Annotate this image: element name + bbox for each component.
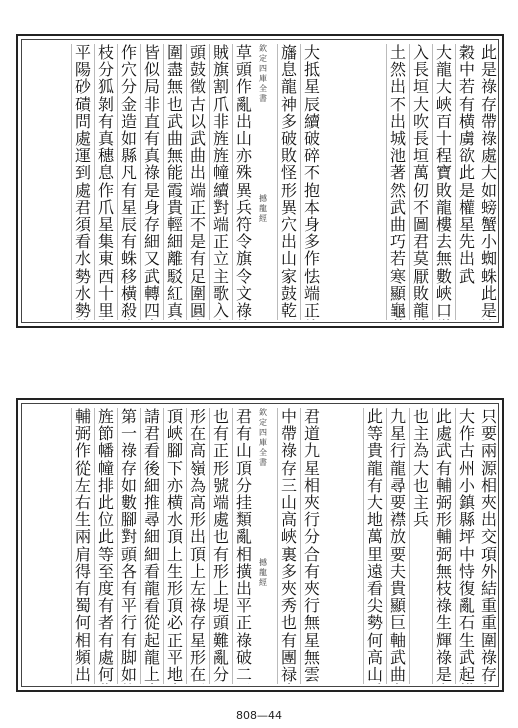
text-column: 枝分狐剝有真穗息作爪星集東西十里	[94, 44, 117, 320]
fold-sheet-label: 撼龍經	[259, 558, 267, 587]
text-column: 旌節幡幢排此位此等至度有者有處何	[94, 408, 117, 684]
text-column: 君有山頂分挂類亂相撗出平正祿破二	[232, 408, 255, 684]
fold-margin	[258, 408, 268, 684]
text-column: 草頭作亂出山亦殊異兵符令旗令文祿	[232, 44, 255, 320]
text-column: 大抵星辰續破碎不抱本身多作怯端正	[300, 44, 323, 320]
text-column: 穀中若有横虜欲此是權星先出武	[455, 44, 478, 320]
text-column: 圍盡無也武曲無能霞貴輕細離駁紅真	[163, 44, 186, 320]
text-column: 中帶祿存三山高峽裏多夾秀也有團禄	[277, 408, 300, 684]
text-column: 只要兩源相夾出交項外結重重圍祿存	[480, 408, 497, 684]
fold-sheet-label: 撼龍經	[259, 194, 267, 223]
page-number: 808—44	[236, 709, 282, 722]
text-column: 也有正形號端處也有形上堤頭難亂分	[209, 408, 232, 684]
fold-margin	[258, 44, 268, 320]
text-column: 第一祿存如數腳對頭各有平行有脚如	[117, 408, 140, 684]
text-column: 此等貴龍有大地萬里遠看尖勢何高山	[363, 408, 386, 684]
text-column: 輔弼作從左右生兩肩得有蜀何相頻出	[71, 408, 94, 684]
bottom-page	[0, 364, 518, 728]
text-column: 旛息龍神多破敗怪形異穴出山家鼓乾	[277, 44, 300, 320]
text-column: 頭鼓徵古以武曲出端正不是有足圍圓	[186, 44, 209, 320]
text-column: 賊旗割爪非旌旌幢續對端正立主歌入	[209, 44, 232, 320]
text-column: 入長垣大吹長垣萬仞不圖君莫厭敗龍	[409, 44, 432, 320]
text-column: 作穴分金造如縣凡有星辰有蛛移橫殺	[117, 44, 140, 320]
fold-title: 欽定四庫全書	[259, 44, 267, 103]
text-column: 此處武有輔弼形輔弼無枝祿生輝祿是	[432, 408, 455, 684]
text-column: 此是祿存帶祿處大如螃蟹小蜘蛛此是	[480, 44, 497, 320]
text-column: 大龍大峽百十程寶敗龍樓去無數峽口	[432, 44, 455, 320]
fold-title: 欽定四庫全書	[259, 408, 267, 467]
text-column: 頂峽腳下亦横水頂上生形頂必正平地	[163, 408, 186, 684]
text-column: 皆似局非直有真祿是身存細又武轉四	[140, 44, 163, 320]
text-column: 土然出不出城池著然武曲巧若寒顯龜	[386, 44, 409, 320]
text-column: 大作古州小鎮縣坪中恃復亂石生武起	[455, 408, 478, 684]
text-column: 也主為大也主兵	[409, 408, 432, 684]
text-column: 請君看後細推尋細細看龍看從起龍上	[140, 408, 163, 684]
text-column: 形在高嶺為高形出頂上左祿存星形在	[186, 408, 209, 684]
text-column: 九星行龍尋要襟放要夫貴顯巨軸武曲	[386, 408, 409, 684]
text-column: 君道九星相夾行分合有夾行無星無雲	[300, 408, 323, 684]
text-column: 平陽砂磧問處運到處君須看水勢水勢	[71, 44, 94, 320]
